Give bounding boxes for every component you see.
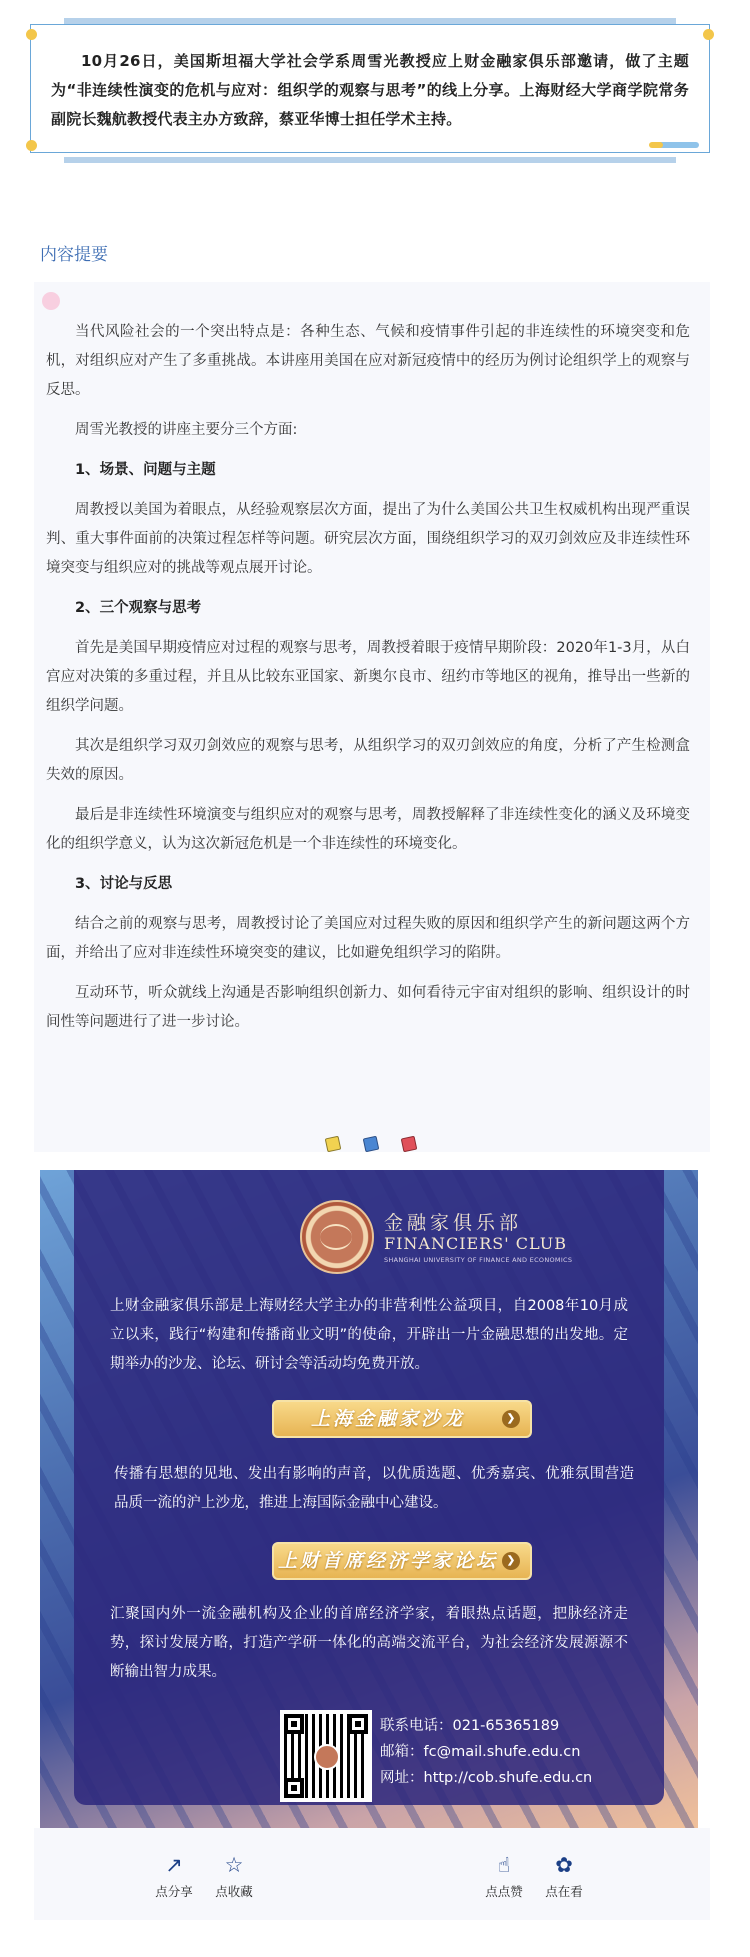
red-cube-icon xyxy=(401,1136,418,1153)
chevron-right-icon: ❯ xyxy=(502,1552,520,1570)
summary-paragraph: 最后是非连续性环境演变与组织应对的观察与思考，周教授解释了非连续性变化的涵义及环境变化的组织学意义，认为这次新冠危机是一个非连续性的环境变化。 xyxy=(46,807,690,852)
watch-button[interactable] xyxy=(534,1852,594,1900)
contact-phone: 联系电话：021-65365189 xyxy=(380,1718,560,1734)
thumbs-up-icon: ☝ xyxy=(497,1853,511,1877)
yellow-cube-icon xyxy=(325,1136,342,1153)
summary-paragraph: 结合之前的观察与思考，周教授讨论了美国应对过程失败的原因和组织学产生的新问题这两个方面，并给出了应对非连续性环境突变的建议，比如避免组织学习的陷阱。 xyxy=(46,916,690,961)
flower-icon: ✿ xyxy=(555,1853,573,1877)
summary-paragraph: 周雪光教授的讲座主要分三个方面: xyxy=(75,422,298,438)
qr-finder xyxy=(284,1714,304,1734)
qr-finder xyxy=(284,1778,304,1798)
summary-paragraph: 周教授以美国为着眼点，从经验观察层次方面，提出了为什么美国公共卫生权威机构出现严重误判、重大事件面前的决策过程怎样等问题。研究层次方面，围绕组织学习的双刃剑效应及非连续性环境突变与组织应对的挑战等观点展开讨论。 xyxy=(46,502,690,576)
qr-pattern xyxy=(284,1714,368,1798)
share-label: 点分享 xyxy=(155,1884,193,1899)
forum-description: 汇聚国内外一流金融机构及企业的首席经济学家，着眼热点话题，把脉经济走势，探讨发展方略，打造产学研一体化的高端交流平台，为社会经济发展源源不断输出智力成果。 xyxy=(110,1606,628,1680)
contact-website: 网址：http://cob.shufe.edu.cn xyxy=(380,1770,593,1786)
summary-paragraph: 当代风险社会的一个突出特点是：各种生态、气候和疫情事件引起的非连续性的环境突变和危机，对组织应对产生了多重挑战。本讲座用美国在应对新冠疫情中的经历为例讨论组织学上的观察与反思。 xyxy=(46,324,690,398)
summary-paragraph: 首先是美国早期疫情应对过程的观察与思考，周教授着眼于疫情早期阶段：2020年1-3月，从白宫应对决策的多重过程，并且从比较东亚国家、新奥尔良市、纽约市等地区的视角，推导出一些新的组织学问题。 xyxy=(46,640,690,714)
club-logo-icon xyxy=(300,1200,374,1274)
corner-dot-icon xyxy=(703,29,714,40)
qr-code-icon xyxy=(280,1710,372,1802)
club-card xyxy=(40,1170,698,1828)
favorite-label: 点收藏 xyxy=(215,1884,253,1899)
summary-paragraph: 互动环节，听众就线上沟通是否影响组织创新力、如何看待元宇宙对组织的影响、组织设计的时间性等问题进行了进一步讨论。 xyxy=(46,985,690,1030)
qr-finder xyxy=(348,1714,368,1734)
salon-description: 传播有思想的见地、发出有影响的声音，以优质选题、优秀嘉宾、优雅氛围营造品质一流的沪上沙龙，推进上海国际金融中心建设。 xyxy=(114,1466,634,1511)
salon-ribbon-label: 上海金融家沙龙 xyxy=(310,1408,465,1430)
star-icon: ☆ xyxy=(224,1853,244,1877)
club-name-sub: SHANGHAI UNIVERSITY OF FINANCE AND ECONOMICS xyxy=(384,1256,573,1264)
summary-subheading: 2、三个观察与思考 xyxy=(75,600,202,616)
bottom-action-bar xyxy=(34,1828,710,1920)
share-button[interactable] xyxy=(144,1852,204,1900)
summary-content xyxy=(46,318,690,1048)
favorite-button[interactable] xyxy=(204,1852,264,1900)
qr-logo-icon xyxy=(314,1744,340,1770)
decor-pill-icon xyxy=(651,142,699,148)
intro-box xyxy=(30,18,710,163)
corner-dot-icon xyxy=(26,29,37,40)
forum-ribbon-label: 上财首席经济学家论坛 xyxy=(277,1550,498,1572)
section-title: 内容提要 xyxy=(40,245,108,265)
contact-email: 邮箱：fc@mail.shufe.edu.cn xyxy=(380,1744,581,1760)
intro-frame xyxy=(30,24,710,153)
club-panel xyxy=(74,1170,664,1805)
like-label: 点点赞 xyxy=(485,1884,523,1899)
chevron-right-icon: ❯ xyxy=(502,1410,520,1428)
summary-subheading: 3、讨论与反思 xyxy=(75,876,173,892)
decor-cubes xyxy=(324,1134,424,1154)
intro-bottom-bar xyxy=(64,157,676,163)
club-name-cn: 金融家俱乐部 xyxy=(384,1212,523,1234)
summary-panel xyxy=(34,282,710,1152)
salon-ribbon[interactable] xyxy=(272,1400,532,1438)
forum-ribbon[interactable] xyxy=(272,1542,532,1580)
blue-cube-icon xyxy=(363,1136,380,1153)
club-name-en: FINANCIERS' CLUB xyxy=(384,1234,567,1253)
share-icon: ↗ xyxy=(165,1853,183,1877)
pink-dot-icon xyxy=(42,292,60,310)
corner-dot-icon xyxy=(26,140,37,151)
club-description: 上财金融家俱乐部是上海财经大学主办的非营利性公益项目，自2008年10月成立以来，践行“构建和传播商业文明”的使命，开辟出一片金融思想的出发地。定期举办的沙龙、论坛、研讨会等活动均免费开放。 xyxy=(110,1298,628,1372)
summary-paragraph: 其次是组织学习双刃剑效应的观察与思考，从组织学习的双刃剑效应的角度，分析了产生检测盒失效的原因。 xyxy=(46,738,690,783)
intro-text: 10月26日，美国斯坦福大学社会学系周雪光教授应上财金融家俱乐部邀请，做了主题为“非连续性演变的危机与应对：组织学的观察与思考”的线上分享。上海财经大学商学院常务副院长魏航教授代表主办方致辞，蔡亚华博士担任学术主持。 xyxy=(51,52,689,128)
watch-label: 点在看 xyxy=(545,1884,583,1899)
like-button[interactable] xyxy=(474,1852,534,1900)
summary-subheading: 1、场景、问题与主题 xyxy=(75,462,216,478)
